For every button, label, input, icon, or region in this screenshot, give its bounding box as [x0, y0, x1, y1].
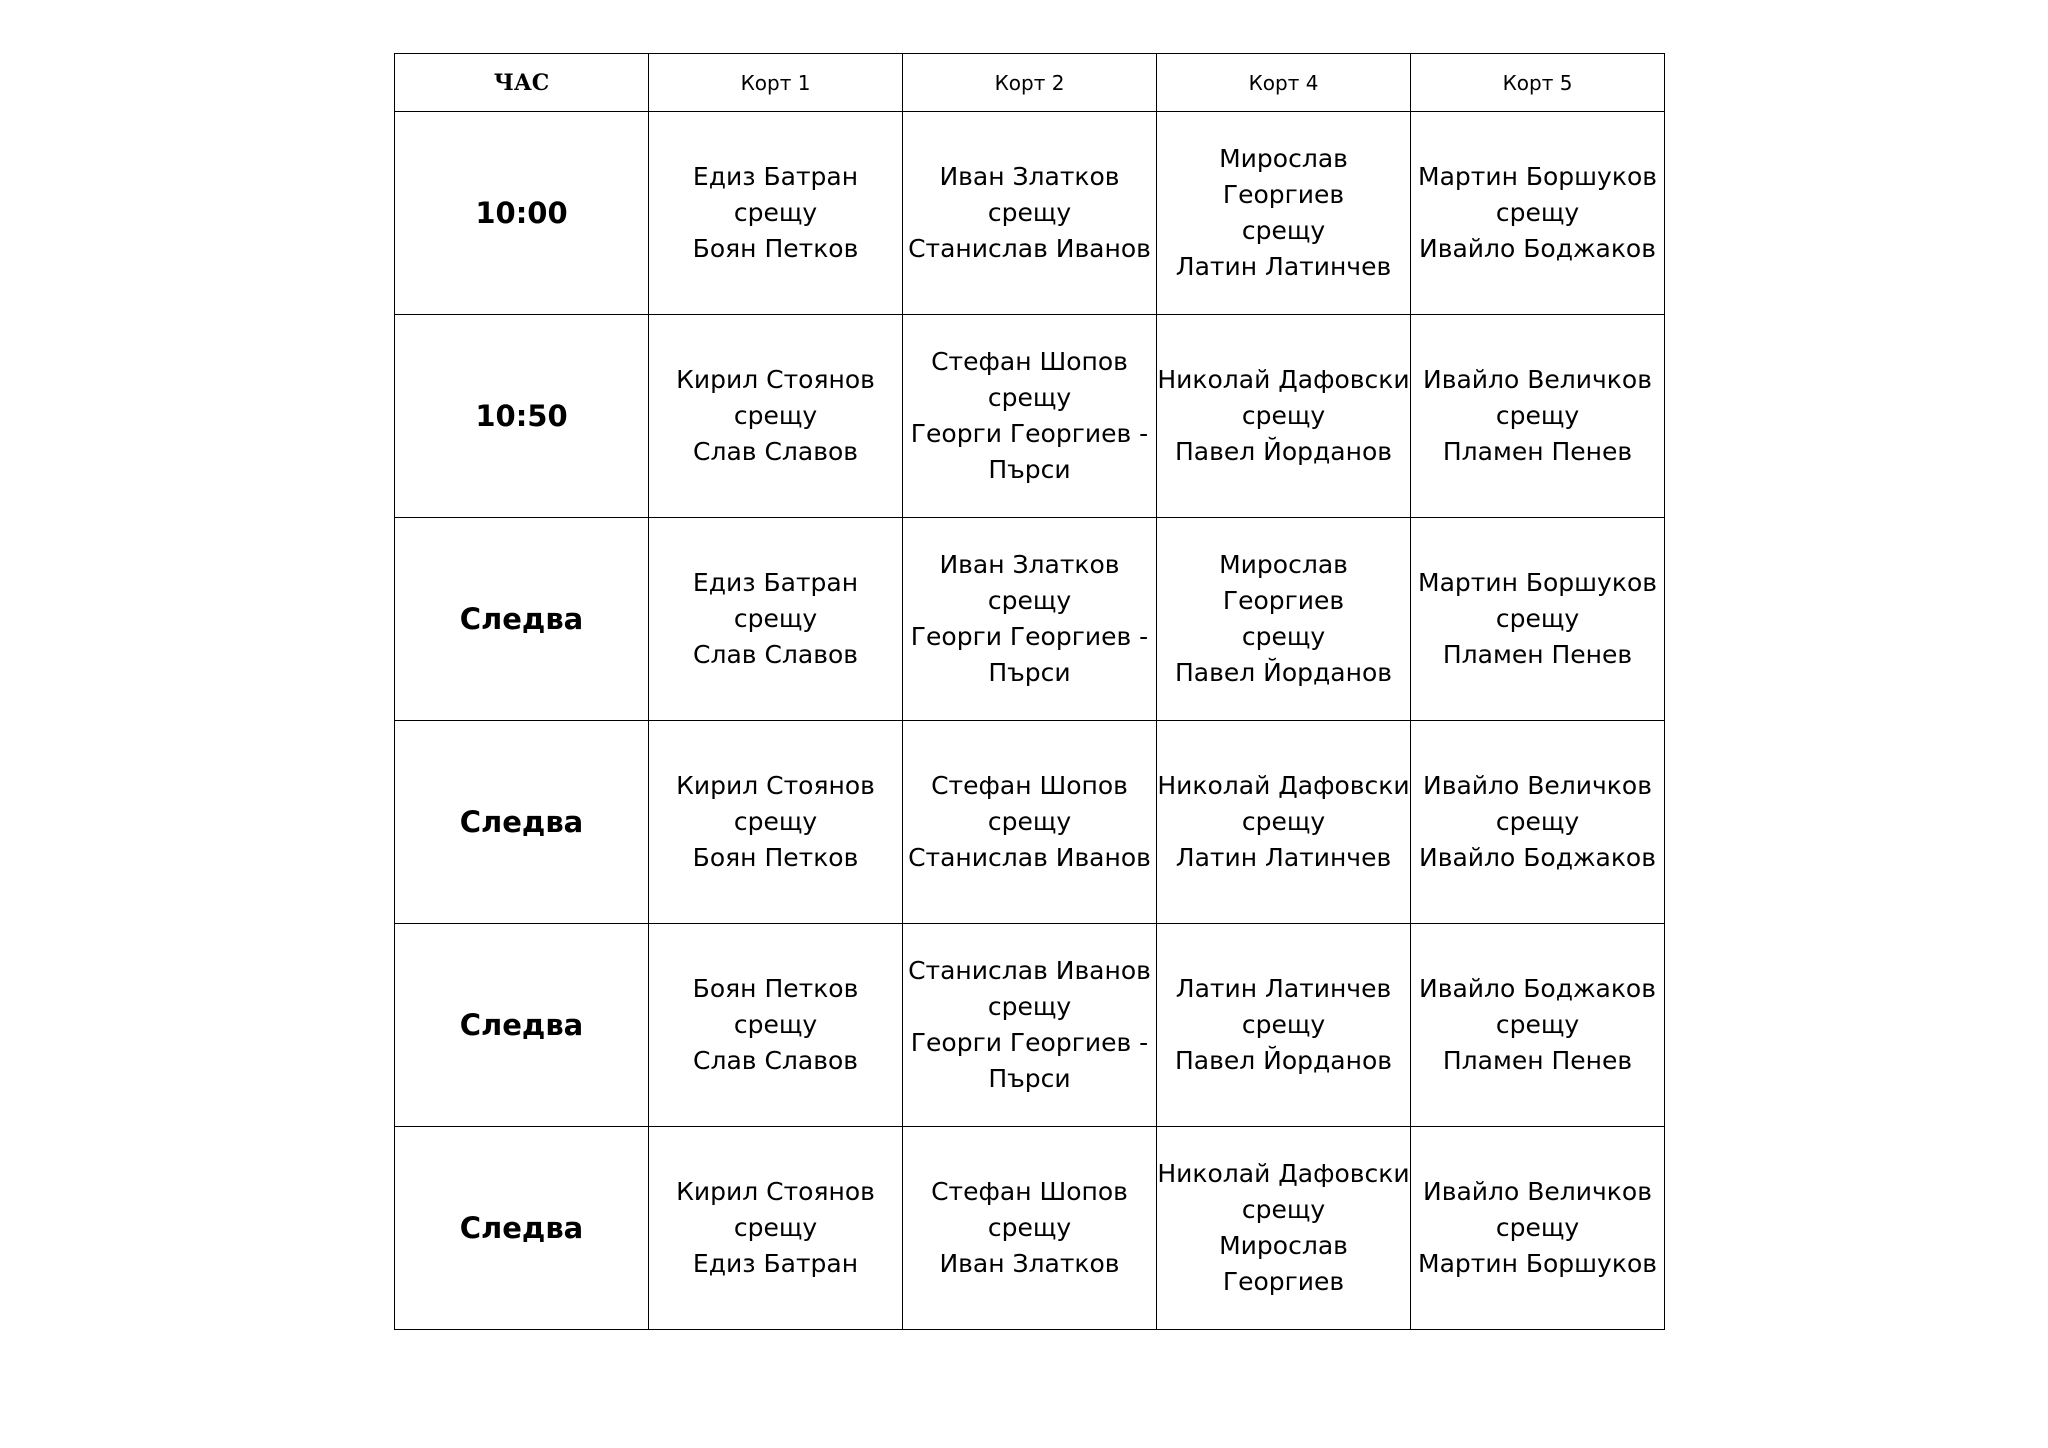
match-cell [1411, 1127, 1665, 1330]
match-cell [1411, 315, 1665, 518]
time-cell: 10:50 [395, 315, 649, 518]
match-cell [649, 924, 903, 1127]
header-row [395, 54, 1665, 112]
time-cell: 10:00 [395, 112, 649, 315]
versus-label: срещу [1241, 216, 1326, 245]
match-cell [1411, 721, 1665, 924]
versus-label: срещу [1241, 1195, 1326, 1224]
player-one: Едиз Батран [692, 162, 859, 191]
player-two: Георги Георгиев - Пърси [910, 622, 1149, 687]
versus-label: срещу [733, 604, 818, 633]
match-cell [1157, 518, 1411, 721]
hour-column-header: ЧАС [395, 54, 649, 112]
versus-label: срещу [1495, 604, 1580, 633]
versus-label: срещу [1495, 807, 1580, 836]
time-cell: Следва [395, 518, 649, 721]
versus-label: срещу [1495, 1213, 1580, 1242]
player-one: Станислав Иванов [908, 956, 1151, 985]
player-two: Пламен Пенев [1442, 437, 1633, 466]
versus-label: срещу [987, 807, 1072, 836]
player-one: Стефан Шопов [931, 1177, 1128, 1206]
court-header: Корт 1 [649, 54, 903, 112]
versus-label: срещу [733, 401, 818, 430]
schedule-row [395, 924, 1665, 1127]
player-one: Ивайло Величков [1423, 771, 1652, 800]
player-two: Станислав Иванов [908, 234, 1151, 263]
match-cell [1157, 315, 1411, 518]
player-one: Николай Дафовски [1157, 1159, 1410, 1188]
player-two: Слав Славов [693, 1046, 858, 1075]
player-two: Латин Латинчев [1175, 252, 1392, 281]
player-two: Слав Славов [693, 437, 858, 466]
match-cell [903, 924, 1157, 1127]
match-cell [903, 315, 1157, 518]
versus-label: срещу [1241, 807, 1326, 836]
player-one: Мартин Боршуков [1418, 568, 1657, 597]
player-two: Мирослав Георгиев [1219, 1231, 1348, 1296]
player-two: Георги Георгиев - Пърси [910, 419, 1149, 484]
schedule-row [395, 1127, 1665, 1330]
player-two: Боян Петков [692, 234, 859, 263]
match-cell [649, 518, 903, 721]
court-header: Корт 5 [1411, 54, 1665, 112]
versus-label: срещу [1241, 622, 1326, 651]
player-two: Георги Георгиев - Пърси [910, 1028, 1149, 1093]
match-cell [903, 1127, 1157, 1330]
player-one: Мирослав Георгиев [1219, 550, 1348, 615]
match-cell [1157, 112, 1411, 315]
schedule-table [394, 53, 1665, 1330]
versus-label: срещу [1495, 198, 1580, 227]
match-cell [649, 112, 903, 315]
player-one: Мирослав Георгиев [1219, 144, 1348, 209]
court-header: Корт 4 [1157, 54, 1411, 112]
player-one: Мартин Боршуков [1418, 162, 1657, 191]
match-cell [1411, 924, 1665, 1127]
player-two: Латин Латинчев [1175, 843, 1392, 872]
player-one: Стефан Шопов [931, 771, 1128, 800]
player-one: Кирил Стоянов [676, 1177, 875, 1206]
match-cell [1157, 721, 1411, 924]
player-one: Боян Петков [692, 974, 859, 1003]
player-two: Мартин Боршуков [1418, 1249, 1657, 1278]
versus-label: срещу [1241, 1010, 1326, 1039]
versus-label: срещу [1241, 401, 1326, 430]
player-two: Ивайло Боджаков [1419, 234, 1656, 263]
versus-label: срещу [987, 198, 1072, 227]
match-cell [1411, 112, 1665, 315]
player-two: Станислав Иванов [908, 843, 1151, 872]
player-two: Едиз Батран [692, 1249, 859, 1278]
player-two: Иван Златков [939, 1249, 1120, 1278]
player-two: Павел Йорданов [1174, 658, 1392, 687]
player-two: Боян Петков [692, 843, 859, 872]
schedule-row [395, 112, 1665, 315]
time-cell: Следва [395, 924, 649, 1127]
schedule-row [395, 721, 1665, 924]
player-one: Ивайло Величков [1423, 365, 1652, 394]
versus-label: срещу [733, 1010, 818, 1039]
player-one: Николай Дафовски [1157, 365, 1410, 394]
player-one: Едиз Батран [692, 568, 859, 597]
player-one: Стефан Шопов [931, 347, 1128, 376]
versus-label: срещу [733, 807, 818, 836]
match-cell [903, 112, 1157, 315]
player-two: Ивайло Боджаков [1419, 843, 1656, 872]
versus-label: срещу [1495, 1010, 1580, 1039]
match-cell [1411, 518, 1665, 721]
schedule-row [395, 518, 1665, 721]
schedule-row [395, 315, 1665, 518]
time-cell: Следва [395, 1127, 649, 1330]
player-two: Пламен Пенев [1442, 1046, 1633, 1075]
player-one: Латин Латинчев [1175, 974, 1392, 1003]
versus-label: срещу [987, 586, 1072, 615]
player-two: Павел Йорданов [1174, 1046, 1392, 1075]
match-cell [1157, 924, 1411, 1127]
player-one: Николай Дафовски [1157, 771, 1410, 800]
player-one: Иван Златков [939, 162, 1120, 191]
match-cell [903, 721, 1157, 924]
versus-label: срещу [987, 383, 1072, 412]
player-two: Пламен Пенев [1442, 640, 1633, 669]
player-two: Слав Славов [693, 640, 858, 669]
versus-label: срещу [987, 1213, 1072, 1242]
time-cell: Следва [395, 721, 649, 924]
player-one: Иван Златков [939, 550, 1120, 579]
versus-label: срещу [1495, 401, 1580, 430]
player-one: Кирил Стоянов [676, 365, 875, 394]
court-header: Корт 2 [903, 54, 1157, 112]
versus-label: срещу [733, 1213, 818, 1242]
player-two: Павел Йорданов [1174, 437, 1392, 466]
versus-label: срещу [733, 198, 818, 227]
player-one: Ивайло Величков [1423, 1177, 1652, 1206]
match-cell [649, 721, 903, 924]
player-one: Кирил Стоянов [676, 771, 875, 800]
match-cell [649, 1127, 903, 1330]
match-cell [1157, 1127, 1411, 1330]
match-cell [649, 315, 903, 518]
match-cell [903, 518, 1157, 721]
versus-label: срещу [987, 992, 1072, 1021]
player-one: Ивайло Боджаков [1419, 974, 1656, 1003]
